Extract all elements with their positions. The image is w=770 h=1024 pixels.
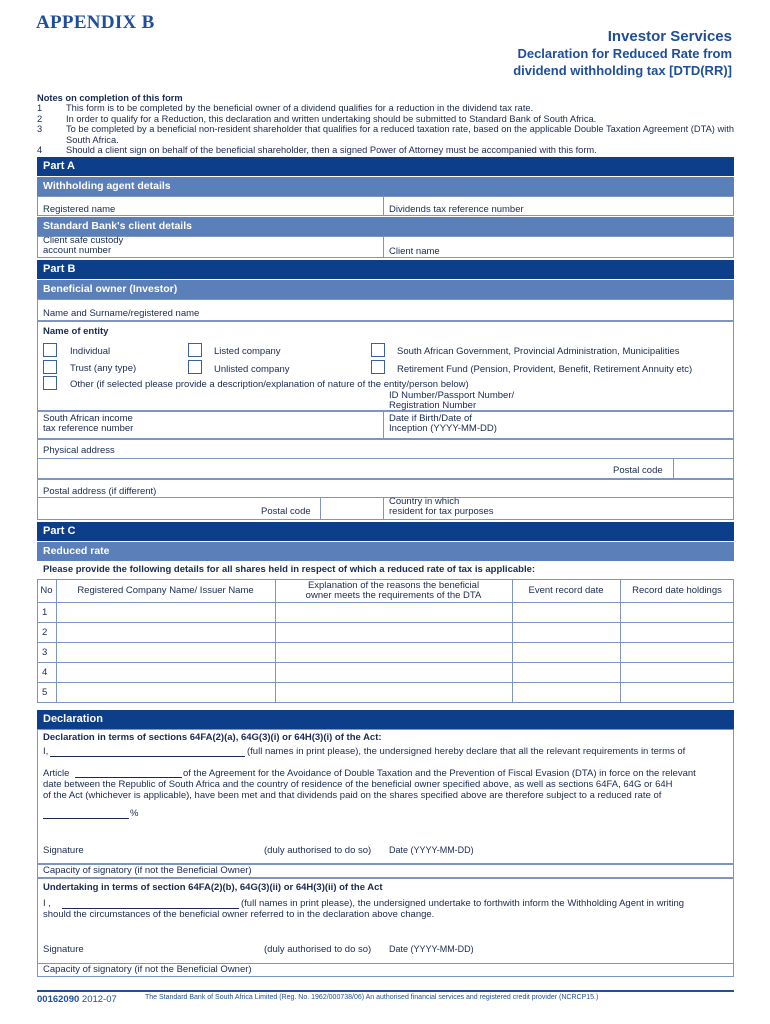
percent-sign: % <box>130 808 139 819</box>
notes-section <box>37 93 734 155</box>
label-line: tax reference number <box>43 423 134 434</box>
sb-client-details-header: Standard Bank's client details <box>37 217 734 236</box>
declaration-para3: of the Act (whichever is applicable), have been met and that dividends paid on the shares specified above are therefore subject to a reduced rate of <box>43 790 662 801</box>
divider <box>37 662 734 663</box>
label-line: Country in which <box>389 496 460 507</box>
full-name-line[interactable] <box>50 756 245 757</box>
declaration-i-text: (full names in print please), the undersigned hereby declare that all the relevant requirements in terms of <box>247 746 686 757</box>
individual-label: Individual <box>70 346 111 357</box>
col-header-record-holdings: Record date holdings <box>632 585 722 596</box>
physical-address-field[interactable] <box>38 459 608 478</box>
article-text: of the Agreement for the Avoidance of Double Taxation and the Prevention of Fiscal Evasion (DTA) in force on the relevant <box>183 768 696 779</box>
divider <box>37 682 734 683</box>
withholding-agent-header: Withholding agent details <box>37 177 734 196</box>
unlisted-company-checkbox[interactable] <box>188 360 202 374</box>
table-row-number: 2 <box>42 627 48 638</box>
undertaking-text2: should the circumstances of the beneficial owner referred to in the declaration above change. <box>43 909 435 920</box>
date-label: Date (YYYY-MM-DD) <box>389 845 474 855</box>
capacity-2-label: Capacity of signatory (if not the Beneficial Owner) <box>43 964 252 975</box>
physical-address-label: Physical address <box>43 445 115 456</box>
label-line: Registration Number <box>389 400 477 411</box>
signature-field[interactable] <box>90 835 260 855</box>
note-text: This form is to be completed by the beneficial owner of a dividend qualifies for a reduction in the dividend tax rate. <box>66 103 534 114</box>
footer-legal-text: The Standard Bank of South Africa Limited (Reg. No. 1962/000738/06) An authorised financial services and registered credit provider (NCRCP15.) <box>145 994 599 1001</box>
unlisted-company-label: Unlisted company <box>214 364 290 375</box>
note-number: 2 <box>37 113 43 124</box>
client-safe-custody-label <box>43 236 123 256</box>
declaration-subtitle: Declaration in terms of sections 64FA(2)(a), 64G(3)(i) or 64H(3)(i) of the Act: <box>43 732 382 743</box>
signature-label: Signature <box>43 845 84 856</box>
id-number-label <box>389 391 514 411</box>
id-number-field[interactable] <box>525 390 733 410</box>
sa-government-label: South African Government, Provincial Administration, Municipalities <box>397 346 680 357</box>
declaration-para2: date between the Republic of South Africa and the country of residence of the beneficial owner specified above, as well as sections 64FA, 64G or 64H <box>43 779 673 790</box>
sa-income-tax-field[interactable] <box>150 412 382 438</box>
date-2-label: Date (YYYY-MM-DD) <box>389 944 474 954</box>
beneficial-owner-header: Beneficial owner (Investor) <box>37 280 734 299</box>
divider <box>37 622 734 623</box>
note-item <box>37 114 734 124</box>
note-item <box>37 124 734 145</box>
divider <box>512 579 513 703</box>
part-c-header: Part C <box>37 522 734 541</box>
dividends-tax-ref-label: Dividends tax reference number <box>389 204 524 215</box>
other-label: Other (if selected please provide a description/explanation of nature of the entity/person below) <box>70 379 469 390</box>
postal-code-field[interactable] <box>674 459 733 478</box>
undertaking-i-label: I , <box>43 898 51 909</box>
label-line: Date if Birth/Date of <box>389 413 472 424</box>
article-label: Article <box>43 768 70 779</box>
other-checkbox[interactable] <box>43 376 57 390</box>
client-name-field[interactable] <box>450 237 733 257</box>
note-text: To be completed by a beneficial non-resident shareholder that qualifies for a reduced taxation rate, based on the applicable Double Taxation Agreement (DTA) with South Africa. <box>66 124 734 145</box>
date-of-birth-label <box>389 414 497 434</box>
doc-title-investor-services: Investor Services <box>607 28 732 45</box>
divider <box>37 602 734 603</box>
undertaking-subtitle: Undertaking in terms of section 64FA(2)(b), 64G(3)(ii) or 64H(3)(ii) of the Act <box>43 882 383 893</box>
postal-address-label: Postal address (if different) <box>43 486 157 497</box>
duly-authorised-2-label: (duly authorised to do so) <box>264 944 372 955</box>
note-number: 1 <box>37 103 43 114</box>
reduced-rate-header: Reduced rate <box>37 542 734 561</box>
part-a-header: Part A <box>37 157 734 176</box>
table-row-number: 4 <box>42 667 48 678</box>
note-item <box>37 145 734 155</box>
postal-code-label: Postal code <box>613 465 663 476</box>
sa-income-tax-label <box>43 414 133 434</box>
divider <box>383 236 384 258</box>
footer-rule <box>37 990 734 992</box>
date-2-field[interactable] <box>480 934 730 954</box>
undertaking-i-text: (full names in print please), the undersigned undertake to forthwith inform the Withholding Agent in writing <box>241 898 685 909</box>
label-line: South African income <box>43 413 133 424</box>
client-name-label: Client name <box>389 246 440 257</box>
note-number: 4 <box>37 145 43 156</box>
footer-form-code <box>37 994 117 1005</box>
divider <box>383 196 384 216</box>
listed-company-label: Listed company <box>214 346 281 357</box>
appendix-title: APPENDIX B <box>36 12 155 33</box>
client-safe-custody-field[interactable] <box>130 237 382 257</box>
table-row-number: 5 <box>42 687 48 698</box>
table-row-number: 3 <box>42 647 48 658</box>
dividends-tax-ref-field[interactable] <box>538 197 733 215</box>
postal-code-2-label: Postal code <box>261 506 311 517</box>
country-tax-field[interactable] <box>505 498 733 519</box>
trust-checkbox[interactable] <box>43 360 57 374</box>
form-code: 00162090 <box>37 994 80 1005</box>
note-text: Should a client sign on behalf of the beneficial shareholder, then a signed Power of Attorney must be accompanied with this form. <box>66 145 597 156</box>
label-line: Inception (YYYY-MM-DD) <box>389 423 497 434</box>
retirement-fund-label: Retirement Fund (Pension, Provident, Benefit, Retirement Annuity etc) <box>397 364 693 375</box>
country-tax-label <box>389 497 494 517</box>
declaration-header: Declaration <box>37 710 734 729</box>
signature-2-field[interactable] <box>90 934 260 954</box>
retirement-fund-checkbox[interactable] <box>371 360 385 374</box>
doc-title-line3: dividend withholding tax [DTD(RR)] <box>513 63 732 78</box>
label-line: account number <box>43 245 112 256</box>
table-row-number: 1 <box>42 607 48 618</box>
trust-label: Trust (any type) <box>70 363 137 374</box>
name-surname-label: Name and Surname/registered name <box>43 308 200 319</box>
declaration-i-label: I, <box>43 746 49 757</box>
part-b-header: Part B <box>37 260 734 279</box>
divider <box>620 579 621 703</box>
col-header-event-date: Event record date <box>528 585 604 596</box>
col-header-explanation <box>275 581 512 601</box>
registered-name-label: Registered name <box>43 204 116 215</box>
label-line: owner meets the requirements of the DTA <box>305 590 482 601</box>
form-date: 2012-07 <box>81 994 117 1005</box>
note-number: 3 <box>37 124 43 135</box>
date-of-birth-field[interactable] <box>500 412 733 438</box>
individual-checkbox[interactable] <box>43 343 57 357</box>
sa-government-checkbox[interactable] <box>371 343 385 357</box>
doc-title-line2: Declaration for Reduced Rate from <box>517 46 732 61</box>
reduced-rate-instruction: Please provide the following details for all shares held in respect of which a reduced rate of tax is applicable: <box>43 564 536 575</box>
name-surname-field[interactable] <box>215 300 733 320</box>
capacity-label: Capacity of signatory (if not the Beneficial Owner) <box>43 865 252 876</box>
label-line: resident for tax purposes <box>389 506 494 517</box>
postal-code-2-field[interactable] <box>321 498 382 519</box>
duly-authorised-label: (duly authorised to do so) <box>264 845 372 856</box>
registered-name-field[interactable] <box>120 197 382 215</box>
col-header-company: Registered Company Name/ Issuer Name <box>77 585 254 596</box>
col-header-no: No <box>40 585 53 596</box>
signature-2-label: Signature <box>43 944 84 955</box>
divider <box>37 642 734 643</box>
note-item <box>37 103 734 113</box>
divider <box>56 579 57 703</box>
article-line[interactable] <box>75 777 182 778</box>
divider <box>383 411 384 439</box>
label-line: ID Number/Passport Number/ <box>389 390 515 401</box>
notes-title: Notes on completion of this form <box>37 93 183 103</box>
divider <box>383 497 384 520</box>
label-line: Explanation of the reasons the beneficial <box>307 580 480 591</box>
name-of-entity-label: Name of entity <box>43 326 109 337</box>
note-text: In order to qualify for a Reduction, this declaration and written undertaking should be submitted to Standard Bank of South Africa. <box>66 113 597 124</box>
date-field[interactable] <box>480 835 730 855</box>
listed-company-checkbox[interactable] <box>188 343 202 357</box>
label-line: Client safe custody <box>43 235 124 246</box>
percent-line[interactable] <box>43 818 129 819</box>
